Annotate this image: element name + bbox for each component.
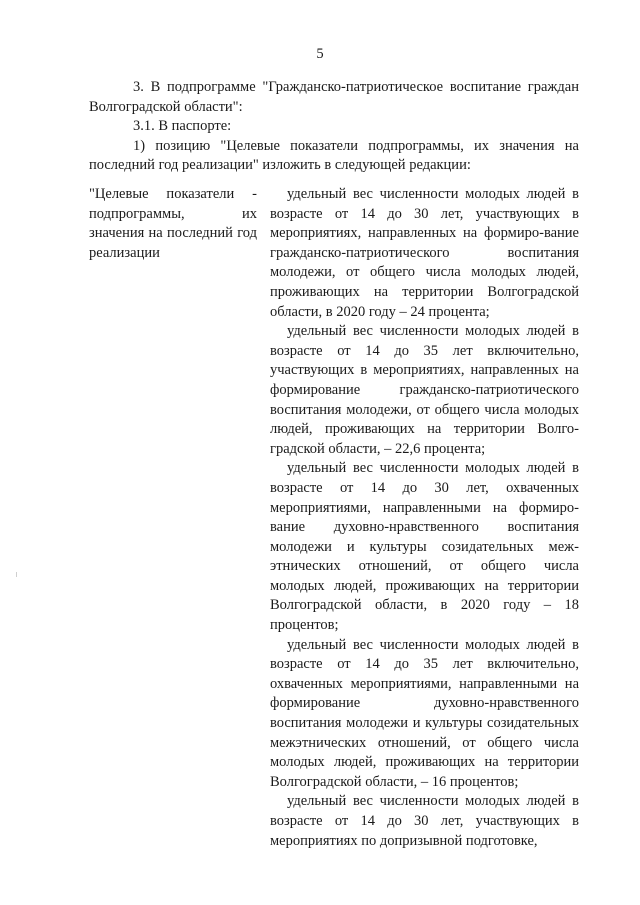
indicator-item-5: удельный вес численности молодых людей в возрасте от 14 до 30 лет, участвующих в мероприятиях по допризывной подготовке, [270,793,579,849]
intro-section [89,78,579,176]
indicator-item-1: удельный вес численности молодых людей в возрасте от 14 до 30 лет, участвующих в мероприятиях, направленных на формиро-вание гражданско-патриотического воспитания молодежи, от общего числа молодых людей, проживающих на территории Волгоградской области, в 2020 году – 24 процента; [270,186,579,320]
indicator-item-2: удельный вес численности молодых людей в возрасте от 14 до 35 лет включительно, участвующих в мероприятиях, направленных на формирование гражданско-патриотического воспитания молодежи, от общего числа молодых людей, проживающих на территории Волго-градской области, – 22,6 процента; [270,323,579,457]
page-number: 5 [316,46,324,62]
intro-paragraph-3: 1) позицию "Целевые показатели подпрограммы, их значения на последний год реализации" изложить в следующей редакции: [89,137,579,173]
intro-paragraph-1: 3. В подпрограмме "Гражданско-патриотическое воспитание граждан Волгоградской области": [89,79,579,115]
indicator-item-3: удельный вес численности молодых людей в возрасте от 14 до 30 лет, охваченных мероприятиями, направленными на формиро-вание духовно-нравственного воспитания молодежи и культуры созидательных меж-этнических отношений, от общего числа молодых людей, проживающих на территории Волгоградской области, в 2020 году – 18 процентов; [270,460,579,634]
table-left-label: "Целевые показатели - подпрограммы, их значения на последний год реализации [89,186,257,261]
scan-margin-mark [16,572,17,577]
table-right-column [270,185,579,851]
intro-paragraph-2: 3.1. В паспорте: [133,118,232,134]
indicator-item-4: удельный вес численности молодых людей в возрасте от 14 до 35 лет включительно, охваченных мероприятиями, направленными на формирование духовно-нравственного воспитания молодежи и культуры созидательных межэтнических отношений, от общего числа молодых людей, проживающих на территории Волгоградской области, – 16 процентов; [270,636,579,790]
